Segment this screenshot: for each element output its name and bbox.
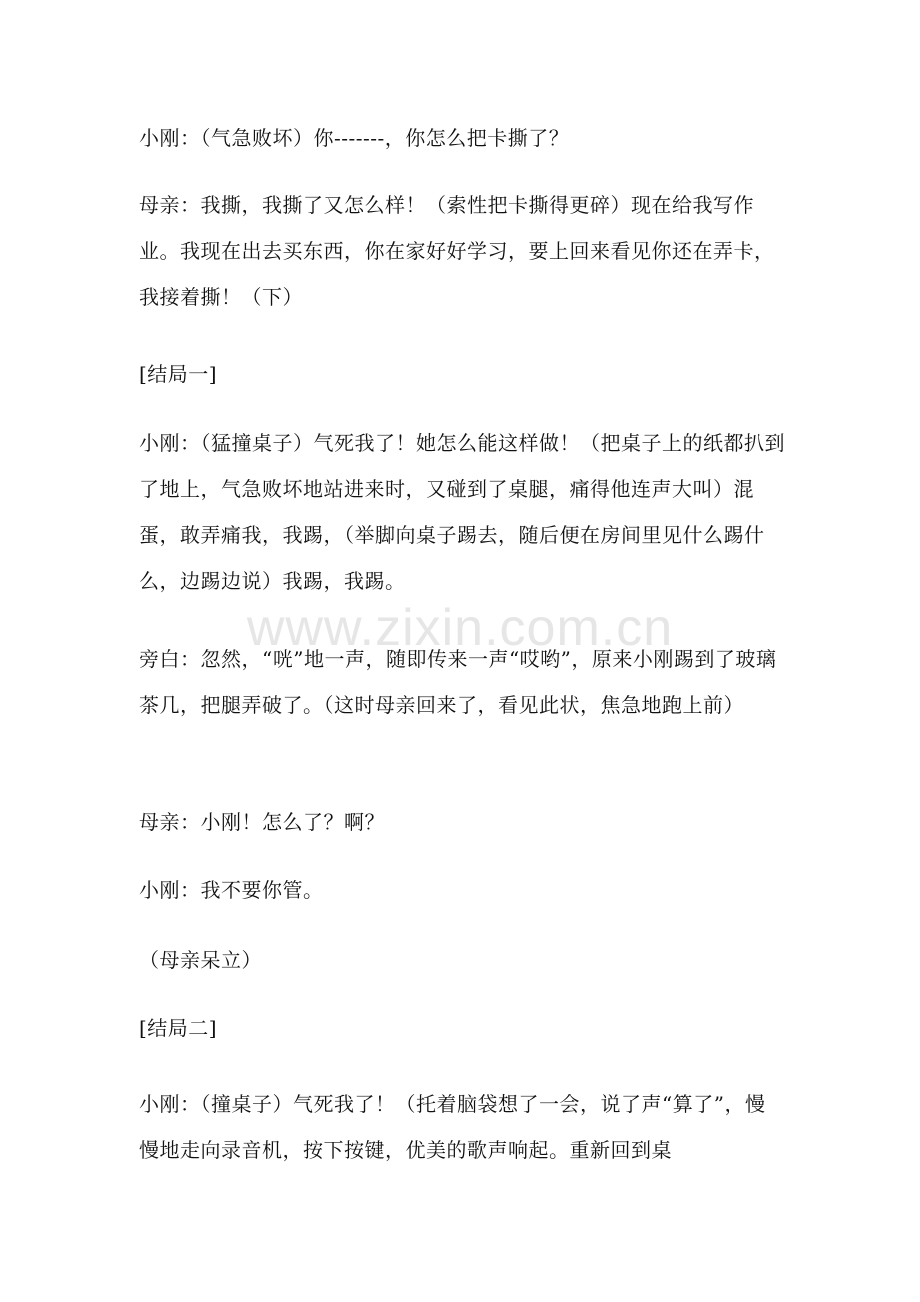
paragraph: 小刚：（撞桌子）气死我了！（托着脑袋想了一会，说了声“算了”，慢慢地走向录音机，按下按键，优美的歌声响起。重新回到桌 xyxy=(139,1092,766,1162)
section-heading: [结局一] xyxy=(139,362,218,386)
section-heading: [结局二] xyxy=(139,1016,218,1040)
paragraph: 母亲：我撕，我撕了又怎么样！（索性把卡撕得更碎）现在给我写作业。我现在出去买东西，你在家好好学习，要上回来看见你还在弄卡，我接着撕！（下） xyxy=(139,193,775,309)
paragraph: （母亲呆立） xyxy=(139,948,262,972)
paragraph: 旁白：忽然，“咣”地一声，随即传来一声“哎哟”，原来小刚踢到了玻璃茶几，把腿弄破了。（这时母亲回来了，看见此状，焦急地跑上前） xyxy=(139,647,777,717)
paragraph: 小刚：（气急败坏）你-------，你怎么把卡撕了？ xyxy=(139,126,570,150)
paragraph: 母亲：小刚！怎么了？啊？ xyxy=(139,810,385,834)
paragraph: 小刚：（猛撞桌子）气死我了！她怎么能这样做！（把桌子上的纸都扒到了地上，气急败坏地站进来时，又碰到了桌腿，痛得他连声大叫）混蛋，敢弄痛我，我踢，（举脚向桌子踢去，随后便在房间里见什么踢什么，边踢边说）我踢，我踢。 xyxy=(139,431,785,593)
watermark: www.zixin.com.cn xyxy=(246,599,674,657)
paragraph: 小刚：我不要你管。 xyxy=(139,878,324,902)
